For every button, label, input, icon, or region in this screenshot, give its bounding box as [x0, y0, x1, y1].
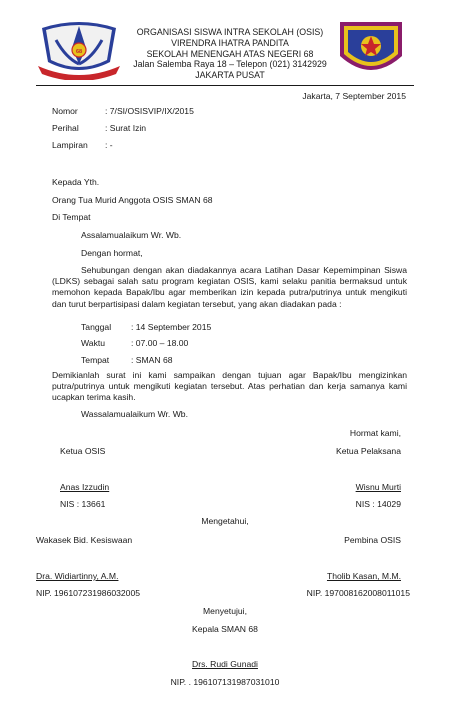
hormat-kami: Hormat kami,	[349, 428, 401, 438]
letterhead-org: ORGANISASI SISWA INTRA SEKOLAH (OSIS)	[136, 27, 324, 37]
ketua-osis-nis: NIS : 13661	[60, 499, 106, 509]
wakasek-nip: NIP. 196107231986032005	[36, 588, 141, 598]
pembina-nip: NIP. 197008162008011015	[306, 588, 410, 598]
ketua-pelaksana-title: Ketua Pelaksana	[336, 446, 401, 456]
letterhead-city: JAKARTA PUSAT	[195, 70, 265, 81]
menyetujui: Menyetujui,	[203, 606, 247, 616]
tempat-value: : SMAN 68	[131, 355, 173, 365]
letterhead-school: SEKOLAH MENENGAH ATAS NEGERI 68	[146, 48, 314, 59]
lampiran-label: Lampiran	[52, 140, 88, 150]
tanggal-label: Tanggal	[81, 322, 112, 332]
paragraph-intro: Sehubungan dengan akan diadakannya acara Latihan Dasar Kepemimpinan Siswa (LDKS) sebagai salah satu program kegiatan OSIS, kami selaku panitia bermaksud untuk memohon kepada Bapak/Ibu agar memberikan izin kepada putra/putrinya untuk mengikuti dan turut berpartisipasi dalam kegiatan tersebut, yang akan diadakan pada :	[52, 265, 407, 309]
paragraph-closing: Demikianlah surat ini kami sampaikan dengan tujuan agar Bapak/Ibu mengizinkan putra/putrinya untuk mengikuti kegiatan tersebut. Atas perhatian dan kerja samanya kami ucapkan terima kasih.	[52, 370, 407, 403]
kepsek-title: Kepala SMAN 68	[192, 624, 258, 634]
nomor-label: Nomor	[52, 106, 78, 116]
perihal-value: : Surat Izin	[105, 123, 147, 133]
recipient-name: Orang Tua Murid Anggota OSIS SMAN 68	[52, 195, 213, 205]
ketua-pelaksana-name: Wisnu Murti	[355, 482, 401, 492]
date-line: Jakarta, 7 September 2015	[302, 91, 406, 101]
ketua-osis-name: Anas Izzudin	[60, 482, 110, 492]
pembina-title: Pembina OSIS	[344, 535, 401, 545]
kepsek-name-wrap	[0, 659, 450, 669]
letterhead-divider	[36, 85, 414, 86]
waktu-value: : 07.00 – 18.00	[131, 338, 189, 348]
kepsek-name: Drs. Rudi Gunadi	[192, 659, 258, 669]
waktu-label: Waktu	[81, 338, 106, 348]
wakasek-name: Dra. Widiartinny, A.M.	[36, 571, 119, 581]
nomor-value: : 7/SI/OSISVIP/IX/2015	[105, 106, 194, 116]
salam-close: Wassalamualaikum Wr. Wb.	[81, 409, 188, 419]
ketua-osis-title: Ketua OSIS	[60, 446, 106, 456]
ketua-pelaksana-nis: NIS : 14029	[355, 499, 401, 509]
salam-open: Assalamualaikum Wr. Wb.	[81, 230, 182, 240]
tanggal-value: : 14 September 2015	[131, 322, 212, 332]
pembina-name: Tholib Kasan, M.M.	[326, 571, 401, 581]
letterhead	[110, 27, 350, 81]
letterhead-address: Jalan Salemba Raya 18 – Telepon (021) 3142929	[133, 59, 327, 70]
greeting: Dengan hormat,	[81, 248, 143, 258]
crest-number: 68	[75, 49, 83, 55]
recipient-place: Di Tempat	[52, 212, 91, 222]
letterhead-name: VIRENDRA IHATRA PANDITA	[171, 37, 289, 48]
mengetahui: Mengetahui,	[201, 516, 249, 526]
perihal-label: Perihal	[52, 123, 79, 133]
tempat-label: Tempat	[81, 355, 110, 365]
recipient-to: Kepada Yth.	[52, 177, 100, 187]
kepsek-nip: NIP. . 196107131987031010	[170, 677, 280, 687]
wakasek-title: Wakasek Bid. Kesiswaan	[36, 535, 133, 545]
lampiran-value: : -	[105, 140, 113, 150]
